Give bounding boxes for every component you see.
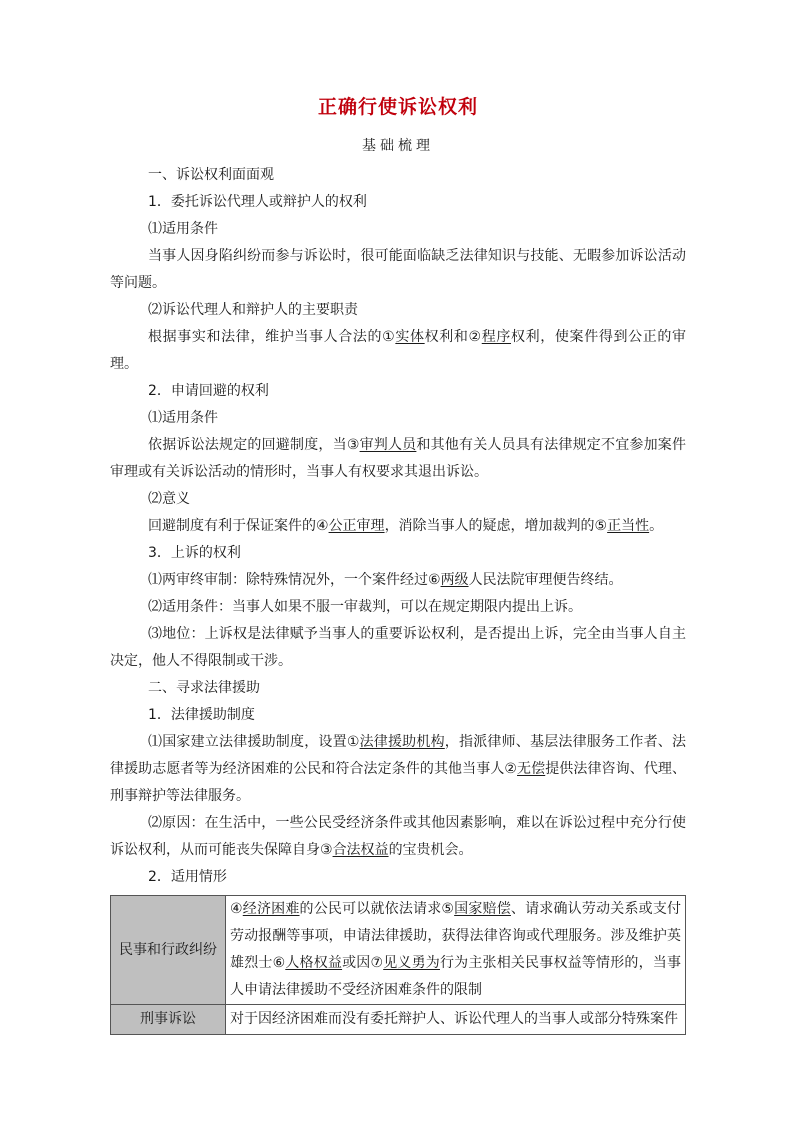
- paragraph-1-1-a: 当事人因身陷纠纷而参与诉讼时，很可能面临缺乏法律知识与技能、无暇参加诉讼活动等问题。: [110, 248, 686, 291]
- item-1-1-a: ⑴适用条件: [148, 221, 218, 237]
- blank-answer: 无偿: [517, 761, 546, 777]
- paragraph-2-1-1: ⑴国家建立法律援助制度，设置①法律援助机构，指派律师、基层法律服务工作者、法律援助志愿者等为经济困难的公民和符合法定条件的其他当事人②无偿提供法律咨询、代理、刑事辩护等法律服务。: [110, 734, 687, 804]
- subheading-1-1: 1．委托诉讼代理人或辩护人的权利: [148, 194, 367, 210]
- blank-answer: 程序: [481, 329, 512, 345]
- paragraph-1-1-b: 根据事实和法律，维护当事人合法的①实体权利和②程序权利，使案件得到公正的审理。: [110, 329, 687, 372]
- blank-answer: 国家赔偿: [454, 901, 511, 917]
- paragraph-1-3-3: ⑶地位：上诉权是法律赋予当事人的重要诉讼权利，是否提出上诉，完全由当事人自主决定，他人不得限制或干涉。: [110, 626, 686, 669]
- table-row: [111, 1005, 686, 1035]
- paragraph-1-3-2: ⑵适用条件：当事人如果不服一审裁判，可以在规定期限内提出上诉。: [148, 599, 582, 615]
- blank-answer: 实体: [395, 329, 425, 345]
- blank-answer: 审判人员: [359, 437, 417, 453]
- subheading-1-2: 2．申请回避的权利: [148, 383, 269, 399]
- paragraph-2-1-2: ⑵原因：在生活中，一些公民受经济条件或其他因素影响，难以在诉讼过程中充分行使诉讼权利，从而可能丧失保障自身③合法权益的宝贵机会。: [110, 815, 686, 858]
- paragraph-1-2-a: 依据诉讼法规定的回避制度，当③审判人员和其他有关人员具有法律规定不宜参加案件审理或有关诉讼活动的情形时，当事人有权要求其退出诉讼。: [110, 437, 687, 480]
- blank-answer: 合法权益: [332, 842, 389, 858]
- legal-aid-table: [110, 895, 686, 1035]
- item-1-2-a: ⑴适用条件: [148, 410, 218, 426]
- table-cell: 对于因经济困难而没有委托辩护人、诉讼代理人的当事人或部分特殊案件: [226, 1005, 686, 1035]
- document-page: [110, 94, 686, 1035]
- doc-subtitle: 基础梳理: [362, 138, 434, 154]
- table-row-header: 民事和行政纠纷: [111, 896, 226, 1005]
- blank-answer: 法律援助机构: [359, 734, 445, 750]
- table-cell: ④经济困难的公民可以就依法请求⑤国家赔偿、请求确认劳动关系或支付劳动报酬等事项，申请法律援助，获得法律咨询或代理服务。涉及维护英雄烈士⑥人格权益或因⑦见义勇为行为主张相关民事权益等情形的，当事人申请法律援助不受经济困难条件的限制: [226, 896, 686, 1005]
- blank-answer: 公正审理: [328, 518, 385, 534]
- section-heading-2: 二、寻求法律援助: [148, 680, 260, 696]
- subheading-2-1: 1．法律援助制度: [148, 707, 255, 723]
- doc-title: 正确行使诉讼权利: [317, 96, 478, 118]
- paragraph-1-2-b: 回避制度有利于保证案件的④公正审理，消除当事人的疑虑，增加裁判的⑤正当性。: [148, 518, 664, 534]
- blank-answer: 见义勇为: [383, 955, 440, 971]
- blank-answer: 人格权益: [285, 955, 343, 971]
- blank-answer: 两级: [440, 572, 469, 588]
- blank-answer: 正当性: [607, 518, 650, 534]
- item-1-1-b: ⑵诉讼代理人和辩护人的主要职责: [148, 302, 358, 318]
- item-1-2-b: ⑵意义: [148, 491, 190, 507]
- blank-answer: 经济困难: [242, 901, 300, 917]
- table-row-header: 刑事诉讼: [111, 1005, 226, 1035]
- section-heading-1: 一、诉讼权利面面观: [148, 167, 274, 183]
- subheading-2-2: 2．适用情形: [148, 869, 227, 885]
- table-row: [111, 896, 686, 1005]
- paragraph-1-3-1: ⑴两审终审制：除特殊情况外，一个案件经过⑥两级人民法院审理便告终结。: [148, 572, 623, 588]
- subheading-1-3: 3．上诉的权利: [148, 545, 241, 561]
